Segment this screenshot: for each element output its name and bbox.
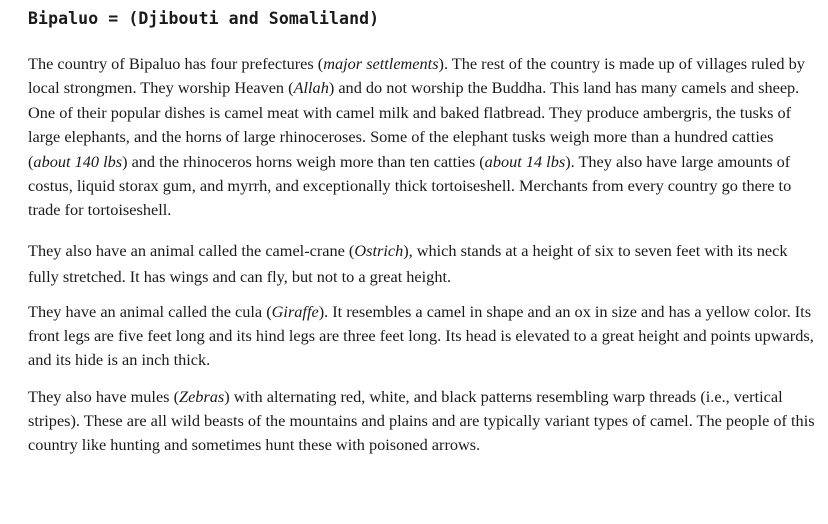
italic-text-run: Giraffe	[271, 301, 319, 321]
text-run: ) and the rhinoceros horns weigh more than ten catties (	[122, 151, 485, 171]
document-page	[28, 8, 816, 470]
italic-text-run: Ostrich	[354, 240, 404, 260]
text-run: They have an animal called the cula (	[28, 301, 272, 321]
italic-text-run: major settlements	[323, 54, 439, 73]
paragraph-bipaluo-overview	[28, 52, 816, 223]
paragraph-camel-crane	[28, 238, 816, 290]
italic-text-run: Allah	[293, 78, 329, 98]
paragraph-mules	[28, 385, 816, 457]
italic-text-run: about 140 lbs	[33, 151, 123, 171]
text-run: ) and do not worship the Buddha. This land has many camels and sheep. One of their popular dishes is camel meat with camel milk and baked flatbread. They produce ambergris, the tusks of large elephants, and the horns of large rhinoceroses. Some of the elephant tusks weigh more than a hundred catties (	[28, 78, 800, 171]
text-run: ). They also have large amounts of costus, liquid storax gum, and myrrh, and exceptionally thick tortoiseshell. Merchants from every country go there to trade for tortoiseshell.	[28, 151, 792, 220]
text-run: ), which stands at a height of six to seven feet with its neck fully stretched. It has wings and can fly, but not to a great height.	[28, 240, 788, 286]
paragraph-cula	[28, 300, 816, 372]
text-run: The country of Bipaluo has four prefectures (	[28, 54, 324, 73]
text-run: ). It resembles a camel in shape and an ox in size and has a yellow color. Its front legs are five feet long and its hind legs are three feet long. Its head is elevated to a great height and points upwards, and its hide is an inch thick.	[28, 301, 814, 369]
italic-text-run: about 14 lbs	[484, 151, 566, 171]
text-run: ) with alternating red, white, and black patterns resembling warp threads (i.e., vertical stripes). These are all wild beasts of the mountains and plains and are typically variant types of camel. The people of this country like hunting and sometimes hunt these with poisoned arrows.	[28, 386, 815, 454]
document-title: Bipaluo = (Djibouti and Somaliland)	[28, 9, 380, 28]
italic-text-run: Zebras	[179, 386, 225, 406]
text-run: ). The rest of the country is made up of villages ruled by local strongmen. They worship Heaven (	[28, 54, 805, 98]
text-run: They also have mules (	[28, 386, 180, 406]
text-run: They also have an animal called the camel-crane (	[28, 240, 355, 260]
